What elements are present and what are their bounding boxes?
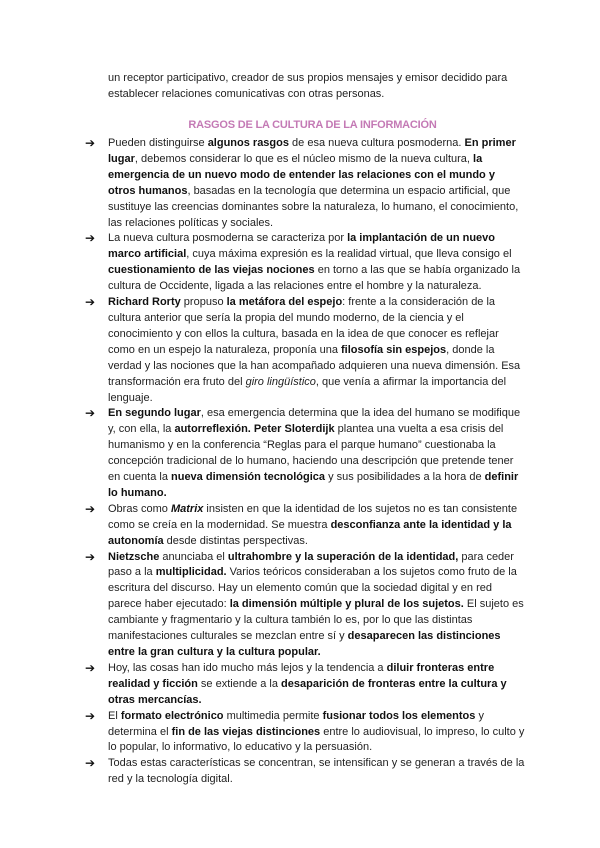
bullet-list xyxy=(85,136,525,788)
intro-paragraph: un receptor participativo, creador de sus propios mensajes y emisor decidido para establecer relaciones comunicativas con otras personas. xyxy=(108,72,508,100)
section-heading: RASGOS DE LA CULTURA DE LA INFORMACIÓN xyxy=(188,119,437,131)
list-item: ➔ Hoy, las cosas han ido mucho más lejos y la tendencia a diluir fronteras entre realidad y ficción se extiende a la desaparición de fronteras entre la cultura y otras mercancías. xyxy=(85,660,507,706)
right-arrow-icon: ➔ xyxy=(85,136,96,150)
list-item: ➔ El formato electrónico multimedia permite fusionar todos los elementos y determina el fin de las viejas distinciones entre lo audiovisual, lo impreso, lo culto y lo popular, lo informativo, lo educativo y la persuasión. xyxy=(85,708,525,754)
right-arrow-icon: ➔ xyxy=(85,501,96,516)
right-arrow-icon: ➔ xyxy=(85,406,96,421)
right-arrow-icon: ➔ xyxy=(85,295,96,310)
list-item: ➔ Pueden distinguirse algunos rasgos de esa nueva cultura posmoderna. En primer lugar, debemos considerar lo que es el núcleo mismo de la nueva cultura, la emergencia de un nuevo modo de entender las relaciones con el mundo y otros humanos, basadas en la tecnología que determina un espacio artificial, que sustituye las creencias dominantes sobre la naturaleza, lo humano, el conocimiento, las relaciones políticas y sociales. xyxy=(85,136,519,229)
right-arrow-icon: ➔ xyxy=(85,708,96,723)
right-arrow-icon: ➔ xyxy=(85,756,96,771)
list-item: ➔ Todas estas características se concentran, se intensifican y se generan a través de la red y la tecnología digital. xyxy=(85,756,525,786)
right-arrow-icon: ➔ xyxy=(85,549,96,564)
right-arrow-icon: ➔ xyxy=(85,231,96,246)
list-item: ➔ Richard Rorty propuso la metáfora del espejo: frente a la consideración de la cultura anterior que sería la propia del mundo moderno, de la ciencia y el conocimiento y con ellos la cultura, basada en la idea de que conocer es reflejar como en un espejo la naturaleza, proponía una filosofía sin espejos, donde la verdad y las nociones que la han acompañado adquieren una nueva dimensión. Esa transformación era fruto del giro lingüístico, que venía a afirmar la importancia del lenguaje. xyxy=(85,295,521,404)
list-item: ➔ Obras como Matrix insisten en que la identidad de los sujetos no es tan consistente como se creía en la modernidad. Se muestra desconfianza ante la identidad y la autonomía desde distintas perspectivas. xyxy=(85,501,518,547)
list-item: ➔ Nietzsche anunciaba el ultrahombre y la superación de la identidad, para ceder paso a la multiplicidad. Varios teóricos consideraban a los sujetos como fruto de la escritura del discurso. Hay un elemento común que la sociedad digital y en red parece haber ejecutado: la dimensión múltiple y plural de los sujetos. El sujeto es cambiante y fragmentario y la cultura también lo es, por lo que las distintas manifestaciones culturales se mezclan entre sí y desaparecen las distinciones entre la gran cultura y la cultura popular. xyxy=(85,549,524,658)
list-item: ➔ La nueva cultura posmoderna se caracteriza por la implantación de un nuevo marco artificial, cuya máxima expresión es la realidad virtual, que lleva consigo el cuestionamiento de las viejas nociones en torno a las que se había organizado la cultura de Occidente, ligada a las relaciones entre el hombre y la naturaleza. xyxy=(85,231,521,293)
right-arrow-icon: ➔ xyxy=(85,660,96,675)
list-item: ➔ En segundo lugar, esa emergencia determina que la idea del humano se modifique y, con ella, la autorreflexión. Peter Sloterdijk plantea una vuelta a esa crisis del humanismo y en la conferencia “Reglas para el parque humano” cuestionaba la concepción tradicional de lo humano, haciendo una descripción que pretende tener en cuenta la nueva dimensión tecnológica y sus posibilidades a la hora de definir lo humano. xyxy=(85,406,521,499)
